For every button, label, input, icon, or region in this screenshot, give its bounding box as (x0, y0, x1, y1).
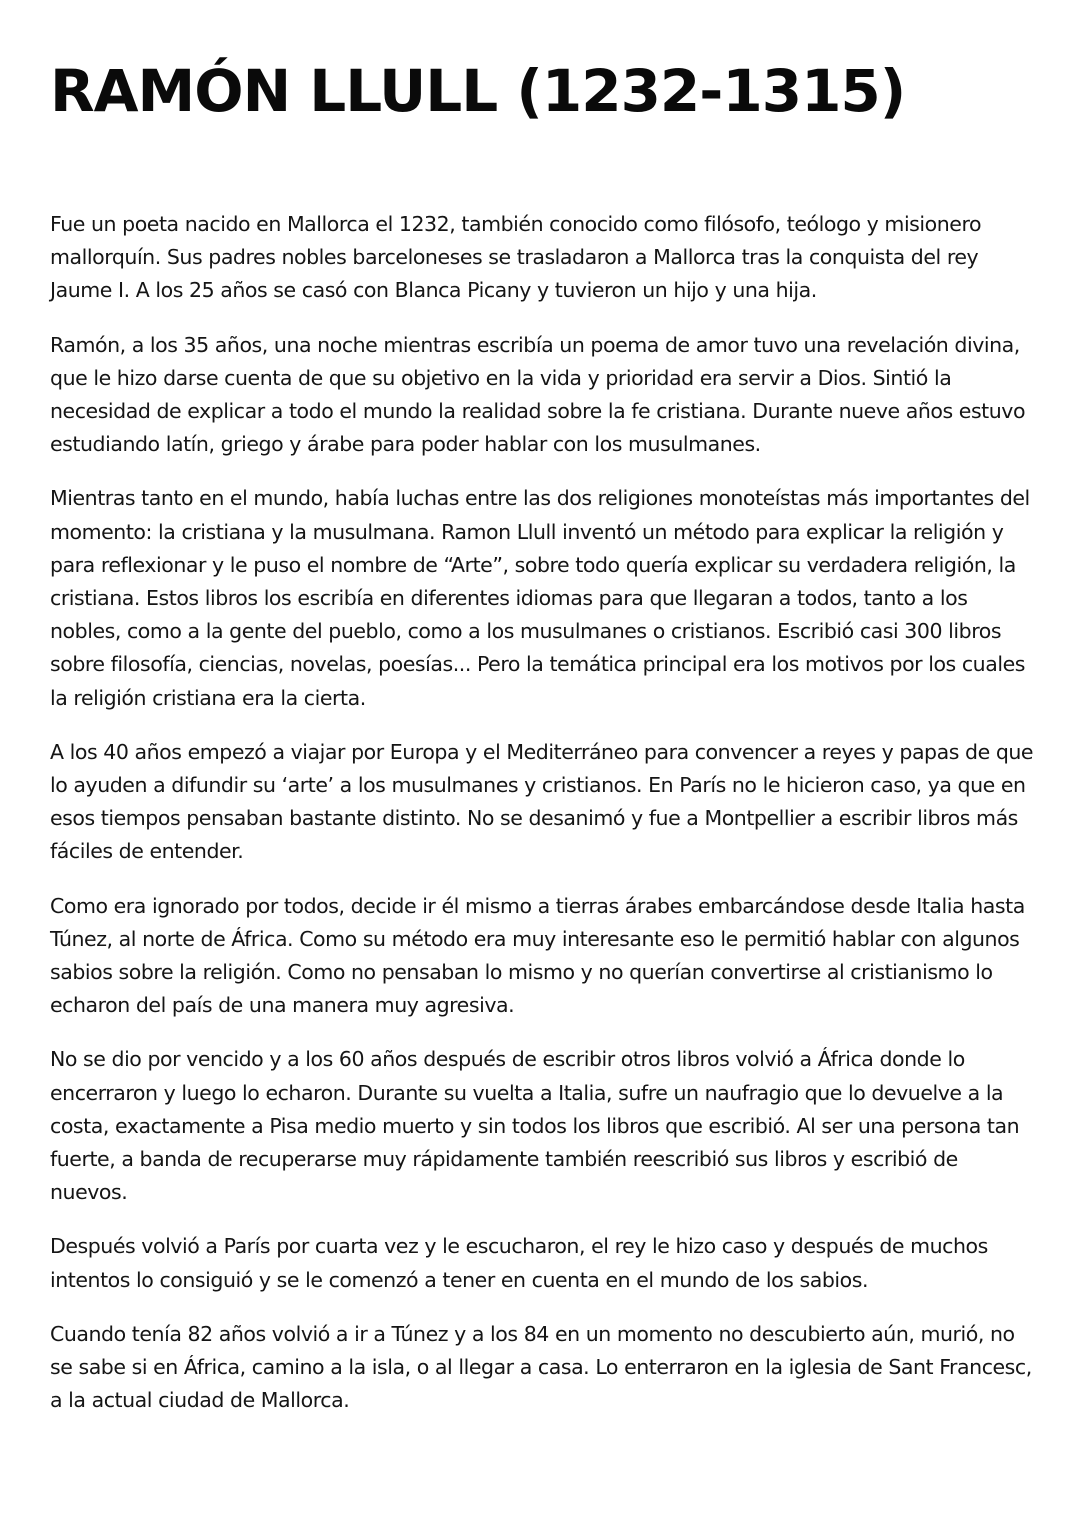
paragraph-birth: Fue un poeta nacido en Mallorca el 1232, también conocido como filósofo, teólogo y misionero mallorquín. Sus padres nobles barceloneses se trasladaron a Mallorca tras la conquista del rey Jaume I. A los 25 años se casó con Blanca Picany y tuvieron un hijo y una hija. (50, 212, 982, 303)
paragraph-paris-return: Después volvió a París por cuarta vez y le escucharon, el rey le hizo caso y después de muchos intentos lo consiguió y se le comenzó a tener en cuenta en el mundo de los sabios. (50, 1234, 988, 1292)
page-title: RAMÓN LLULL (1232-1315) (50, 57, 906, 125)
paragraph-death: Cuando tenía 82 años volvió a ir a Túnez y a los 84 en un momento no descubierto aún, murió, no se sabe si en África, camino a la isla, o al llegar a casa. Lo enterraron en la iglesia de Sant Francesc, a la actual ciudad de Mallorca. (50, 1321, 1032, 1413)
paragraph-arte-method: Mientras tanto en el mundo, había luchas entre las dos religiones monoteístas más importantes del momento: la cristiana y la musulmana. Ramon Llull inventó un método para explicar la religión y para reflexionar y le puso el nombre de “Arte”, sobre todo quería explicar su verdadera religión, la cristiana. Estos libros los escribía en diferentes idiomas para que llegaran a todos, tanto a los nobles, como a la gente del pueblo, como a los musulmanes o cristianos. Escribió casi 300 libros sobre filosofía, ciencias, novelas, poesías... Pero la temática principal era los motivos por los cuales la religión cristiana era la cierta. (50, 486, 1030, 710)
document-body (50, 208, 1035, 1439)
paragraph-revelation: Ramón, a los 35 años, una noche mientras escribía un poema de amor tuvo una revelación divina, que le hizo darse cuenta de que su objetivo en la vida y prioridad era servir a Dios. Sintió la necesidad de explicar a todo el mundo la realidad sobre la fe cristiana. Durante nueve años estuvo estudiando latín, griego y árabe para poder hablar con los musulmanes. (50, 332, 1026, 457)
paragraph-travels-europe: A los 40 años empezó a viajar por Europa y el Mediterráneo para convencer a reyes y papas de que lo ayuden a difundir su ‘arte’ a los musulmanes y cristianos. En París no le hicieron caso, ya que en esos tiempos pensaban bastante distinto. No se desanimó y fue a Montpellier a escribir libros más fáciles de entender. (50, 739, 1034, 864)
paragraph-shipwreck: No se dio por vencido y a los 60 años después de escribir otros libros volvió a África donde lo encerraron y luego lo echaron. Durante su vuelta a Italia, sufre un naufragio que lo devuelve a la costa, exactamente a Pisa medio muerto y sin todos los libros que escribió. Al ser una persona tan fuerte, a banda de recuperarse muy rápidamente también reescribió sus libros y escribió de nuevos. (50, 1047, 1020, 1205)
paragraph-tunis: Como era ignorado por todos, decide ir él mismo a tierras árabes embarcándose desde Italia hasta Túnez, al norte de África. Como su método era muy interesante eso le permitió hablar con algunos sabios sobre la religión. Como no pensaban lo mismo y no querían convertirse al cristianismo lo echaron del país de una manera muy agresiva. (50, 893, 1025, 1018)
